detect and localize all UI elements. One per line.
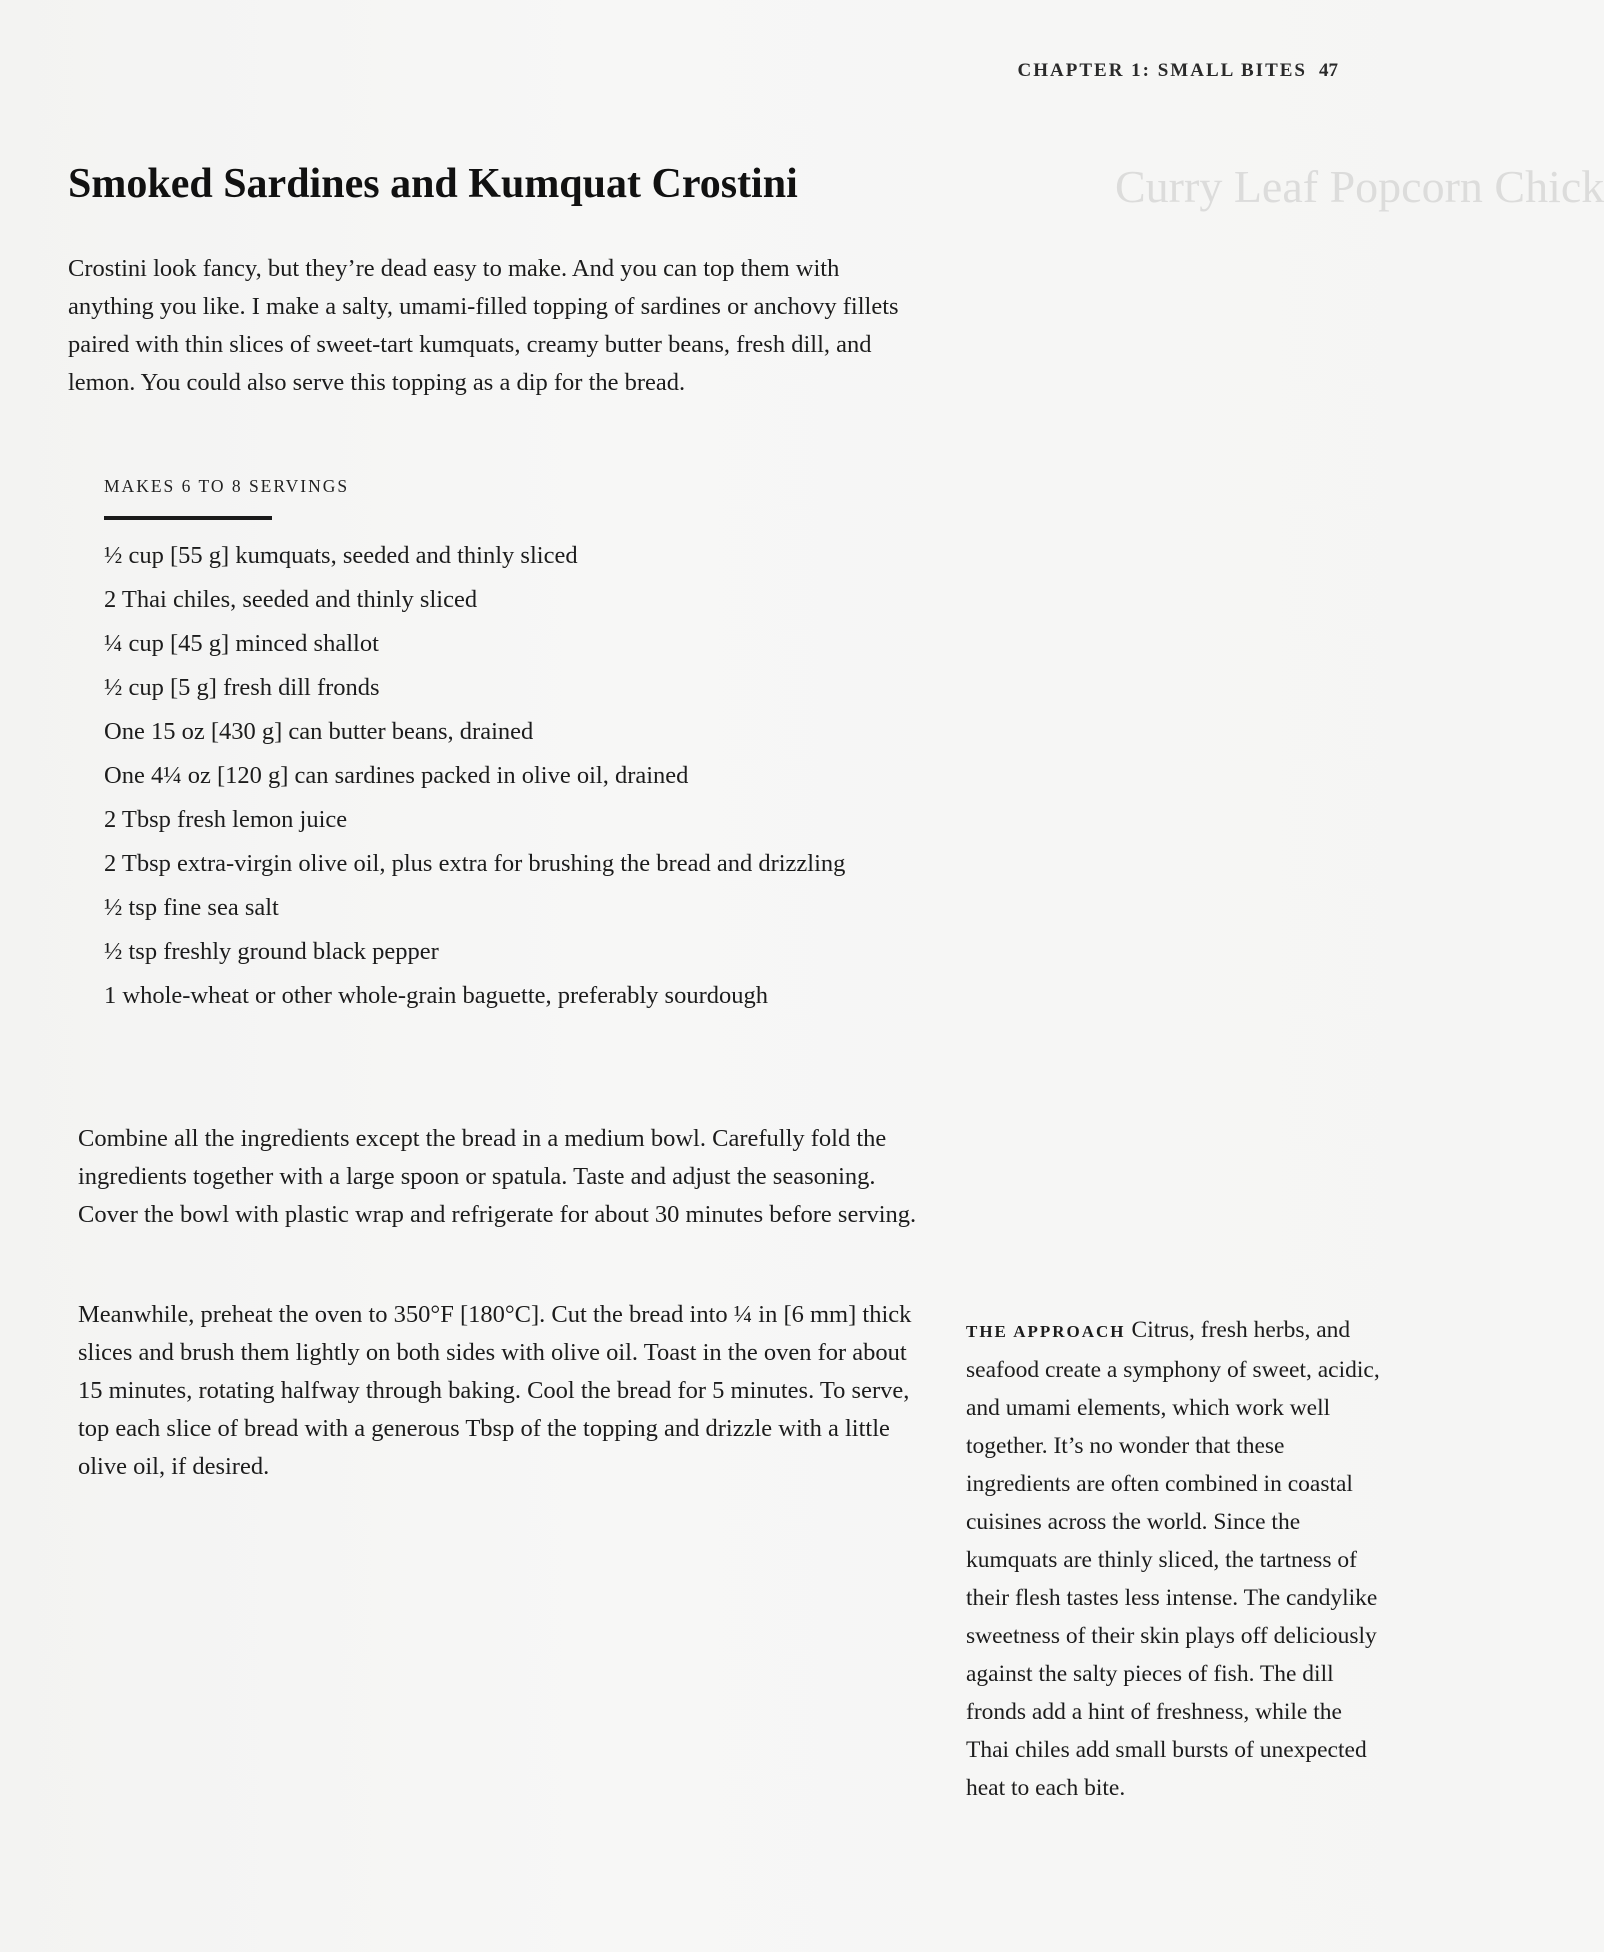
ingredient-item: ½ tsp freshly ground black pepper [104, 938, 439, 965]
ingredient-item: ¼ cup [45 g] minced shallot [104, 630, 379, 657]
chapter-label: CHAPTER 1: SMALL BITES [1017, 60, 1307, 81]
ingredient-item: 2 Thai chiles, seeded and thinly sliced [104, 586, 478, 613]
ingredient-item: 2 Tbsp extra-virgin olive oil, plus extra for brushing the bread and drizzling [104, 850, 846, 877]
ingredient-item: One 15 oz [430 g] can butter beans, drained [104, 718, 534, 745]
yield-rule [104, 516, 272, 520]
ingredient-item: ½ cup [5 g] fresh dill fronds [104, 674, 380, 701]
ingredient-list [104, 540, 904, 1024]
recipe-title: Smoked Sardines and Kumquat Crostini [68, 161, 798, 207]
ingredient-item: ½ cup [55 g] kumquats, seeded and thinly sliced [104, 542, 578, 569]
bleed-through-decoration: Curry Leaf Popcorn Chick [1115, 161, 1604, 212]
method-step-1: Combine all the ingredients except the bread in a medium bowl. Carefully fold the ingredients together with a large spoon or spatula. Taste and adjust the seasoning. Cover the bowl with plastic wrap and refrigerate for about 30 minutes before serving. [78, 1125, 917, 1228]
running-head [1018, 60, 1338, 82]
ingredient-item: ½ tsp fine sea salt [104, 894, 279, 921]
recipe-yield: MAKES 6 TO 8 SERVINGS [104, 476, 350, 496]
ingredient-item: 2 Tbsp fresh lemon juice [104, 806, 348, 833]
page-number: 47 [1319, 60, 1338, 81]
approach-text: Citrus, fresh herbs, and seafood create a symphony of sweet, acidic, and umami elements, which work well together. It’s no wonder that these ingredients are often combined in coastal cuisines across the world. Since the kumquats are thinly sliced, the tartness of their flesh tastes less intense. The candylike sweetness of their skin plays off deliciously against the salty pieces of fish. The dill fronds add a hint of freshness, while the Thai chiles add small bursts of unexpected heat to each bite. [966, 1317, 1380, 1801]
ingredient-item: One 4¼ oz [120 g] can sardines packed in olive oil, drained [104, 762, 689, 789]
method-step-2: Meanwhile, preheat the oven to 350°F [180°C]. Cut the bread into ¼ in [6 mm] thick slices and brush them lightly on both sides with olive oil. Toast in the oven for about 15 minutes, rotating halfway through baking. Cool the bread for 5 minutes. To serve, top each slice of bread with a generous Tbsp of the topping and drizzle with a little olive oil, if desired. [78, 1301, 912, 1480]
approach-label: THE APPROACH [966, 1322, 1126, 1341]
ingredient-item: 1 whole-wheat or other whole-grain baguette, preferably sourdough [104, 982, 768, 1009]
recipe-intro: Crostini look fancy, but they’re dead easy to make. And you can top them with anything you like. I make a salty, umami-filled topping of sardines or anchovy fillets paired with thin slices of sweet-tart kumquats, creamy butter beans, fresh dill, and lemon. You could also serve this topping as a dip for the bread. [68, 255, 899, 396]
approach-sidebar [966, 1311, 1386, 1807]
